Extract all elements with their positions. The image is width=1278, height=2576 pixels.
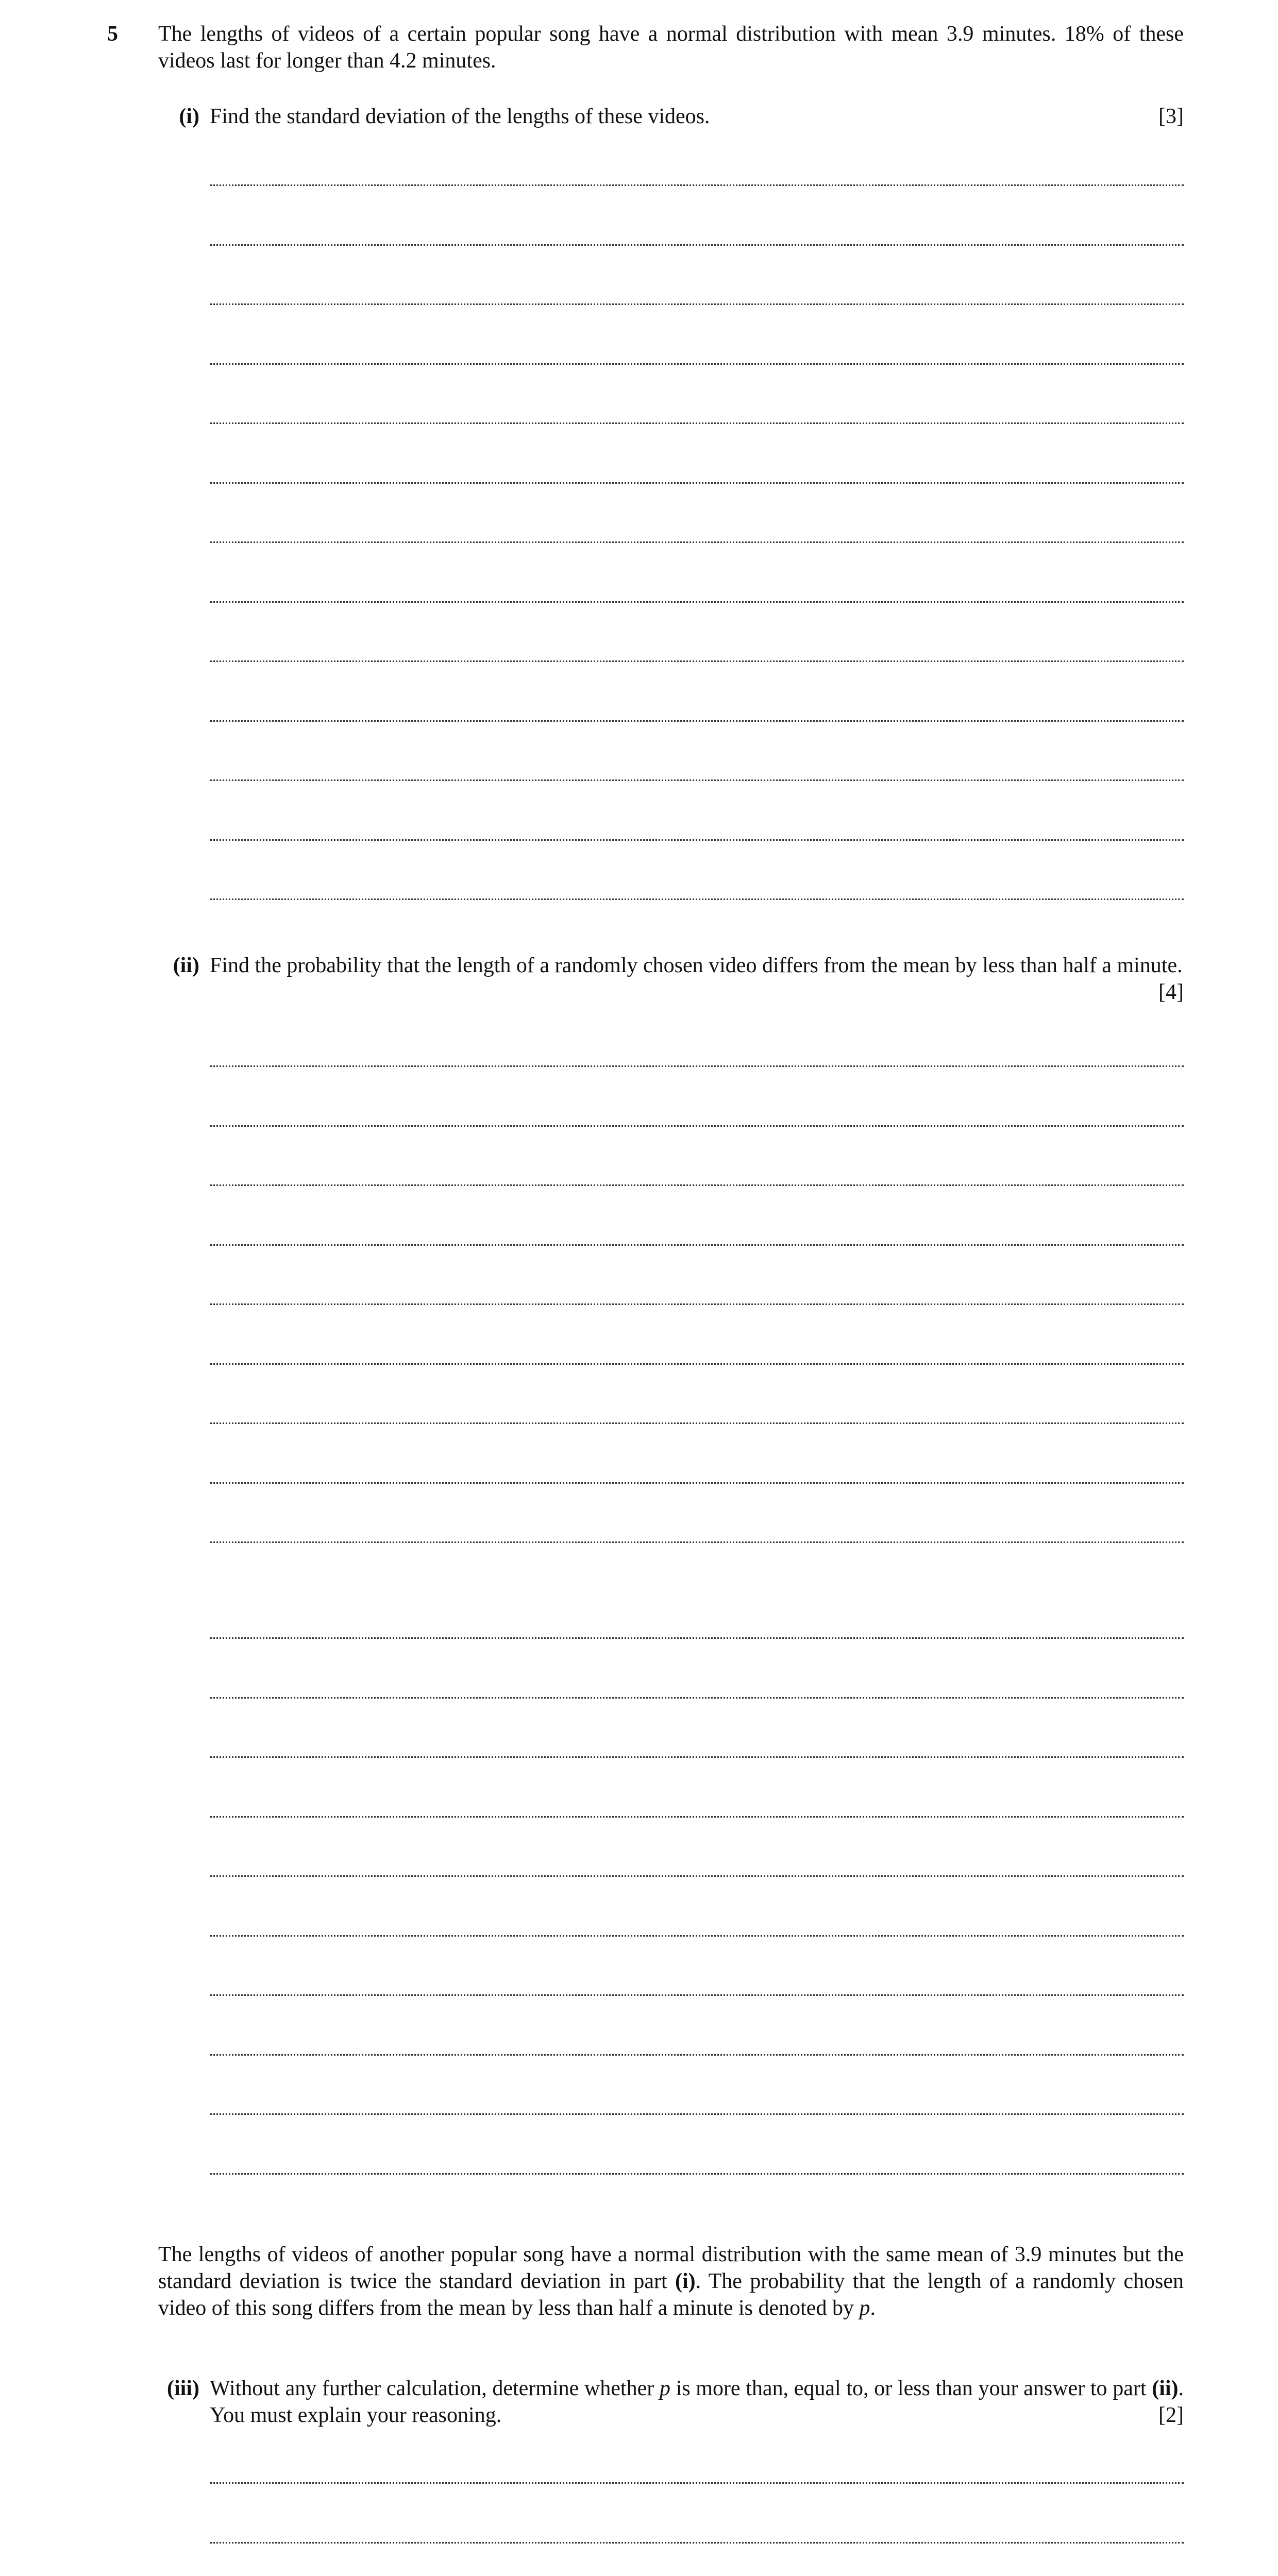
answer-line[interactable]	[210, 1303, 1184, 1305]
answer-line[interactable]	[210, 1065, 1184, 1067]
answer-line[interactable]	[210, 422, 1184, 424]
context-var-p: p	[859, 2296, 870, 2320]
answer-line[interactable]	[210, 303, 1184, 305]
answer-line[interactable]	[210, 779, 1184, 781]
context-text-a: The lengths of videos of another popular song have a normal distribution with the same mean of 3.9 minutes but the standard deviation is twice the standard deviation in part	[158, 2243, 1184, 2293]
answer-line[interactable]	[210, 839, 1184, 841]
context-text-b: . The probability that the length of a randomly chosen video of this song differs from the mean by less than half a minute is denoted by	[158, 2269, 1184, 2320]
answer-line[interactable]	[210, 2113, 1184, 2115]
part-iii-marks: [2]	[1158, 2403, 1184, 2427]
answer-line[interactable]	[210, 660, 1184, 662]
answer-line[interactable]	[210, 1422, 1184, 1424]
answer-line[interactable]	[210, 1637, 1184, 1639]
answer-line[interactable]	[210, 1875, 1184, 1877]
answer-line[interactable]	[210, 541, 1184, 543]
answer-line[interactable]	[210, 601, 1184, 603]
answer-line[interactable]	[210, 1184, 1184, 1186]
answer-line[interactable]	[210, 1363, 1184, 1365]
answer-line[interactable]	[210, 1994, 1184, 1996]
context-text-c: .	[870, 2296, 876, 2320]
answer-line[interactable]	[210, 1816, 1184, 1818]
part-iii-label: (iii)	[167, 2377, 199, 2400]
answer-line[interactable]	[210, 1541, 1184, 1543]
question-intro: The lengths of videos of a certain popular song have a normal distribution with mean 3.9 minutes. 18% of these videos last for longer than 4.2 minutes.	[158, 22, 1184, 73]
part-ii-marks: [4]	[1158, 980, 1184, 1004]
part-iii-text-c: . You must explain your reasoning.	[210, 2377, 1184, 2427]
answer-line[interactable]	[210, 244, 1184, 246]
answer-line[interactable]	[210, 363, 1184, 365]
context-ref-part-i: (i)	[675, 2269, 696, 2293]
part-iii-text	[210, 2375, 1184, 2429]
part-iii-text-b: is more than, equal to, or less than your answer to part	[670, 2377, 1152, 2400]
part-ii-label: (ii)	[173, 954, 199, 977]
answer-line[interactable]	[210, 1244, 1184, 1246]
part-ii-text: Find the probability that the length of a randomly chosen video differs from the mean by less than half a minute.	[210, 954, 1183, 977]
answer-line[interactable]	[210, 1756, 1184, 1758]
answer-line[interactable]	[210, 2173, 1184, 2175]
part-i-text: Find the standard deviation of the lengths of these videos.	[210, 105, 710, 128]
question-number: 5	[107, 22, 118, 46]
answer-line[interactable]	[210, 899, 1184, 900]
part-iii-ref-part-ii: (ii)	[1152, 2377, 1179, 2400]
answer-line[interactable]	[210, 1697, 1184, 1699]
part-i-marks: [3]	[1158, 105, 1184, 128]
part-iii-text-a: Without any further calculation, determine whether	[210, 2377, 660, 2400]
answer-line[interactable]	[210, 482, 1184, 484]
answer-line[interactable]	[210, 2542, 1184, 2544]
answer-line[interactable]	[210, 720, 1184, 722]
part-iii-var-p: p	[659, 2377, 670, 2400]
answer-line[interactable]	[210, 1935, 1184, 1937]
part-i-label: (i)	[179, 105, 199, 128]
answer-line[interactable]	[210, 2482, 1184, 2484]
answer-line[interactable]	[210, 2054, 1184, 2056]
answer-line[interactable]	[210, 184, 1184, 186]
context-paragraph	[158, 2241, 1184, 2321]
answer-line[interactable]	[210, 1482, 1184, 1484]
answer-line[interactable]	[210, 1125, 1184, 1127]
